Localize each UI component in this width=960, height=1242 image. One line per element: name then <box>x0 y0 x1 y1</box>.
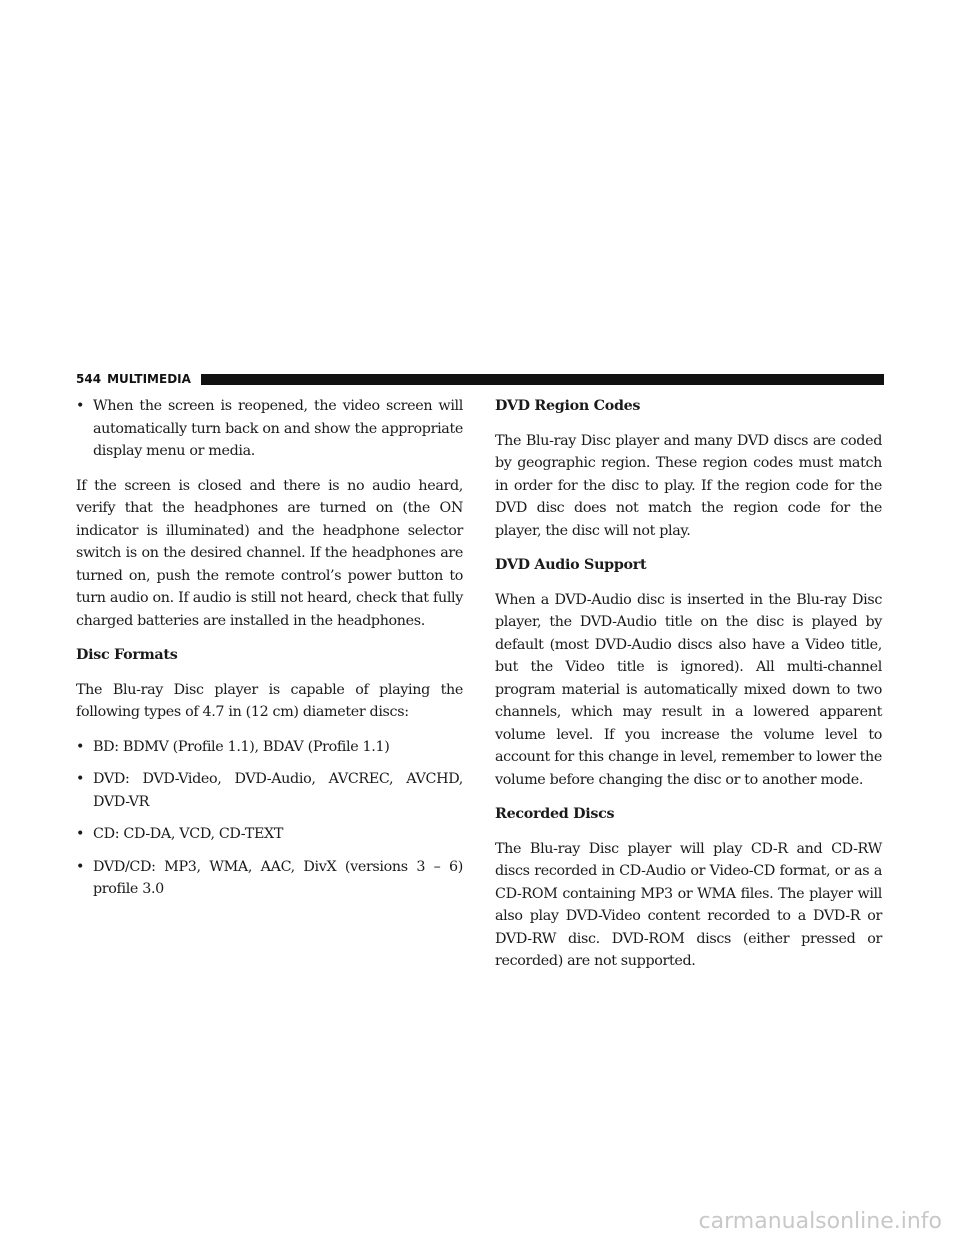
bullet-text: When the screen is reopened, the video screen will automatically turn back on and show the appropriate display menu or media. <box>93 398 463 459</box>
list-item <box>76 768 463 813</box>
list-item-text: BD: BDMV (Profile 1.1), BDAV (Profile 1.1) <box>93 738 390 755</box>
list-item <box>76 736 463 759</box>
heading-disc-formats: Disc Formats <box>76 647 178 663</box>
paragraph-no-audio: If the screen is closed and there is no audio heard, verify that the headphones are turned on (the ON indicator is illuminated) and the headphone selector switch is on the desired channel. If the headphones are turned on, push the remote control’s power button to turn audio on. If audio is still not heard, check that fully charged batteries are installed in the headphones. <box>76 477 463 629</box>
list-item-text: CD: CD-DA, VCD, CD-TEXT <box>93 826 284 842</box>
list-item <box>76 856 463 901</box>
paragraph-region-codes: The Blu-ray Disc player and many DVD discs are coded by geographic region. These region codes must match in order for the disc to play. If the region code for the DVD disc does not match the region code for the player, the disc will not play. <box>495 432 882 539</box>
paragraph-audio-support: When a DVD-Audio disc is inserted in the Blu-ray Disc player, the DVD-Audio title on the disc is played by default (most DVD-Audio discs also have a Video title, but the Video title is ignored). All multi-channel program material is automatically mixed down to two channels, which may result in a lowered apparent volume level. If you increase the volume level to account for this change in level, remember to lower the volume before changing the disc or to another mode. <box>495 591 882 788</box>
section-title: MULTIMEDIA <box>107 372 191 386</box>
page-number: 544 <box>76 372 102 386</box>
header-rule <box>201 374 884 385</box>
bullet-reopen <box>76 395 463 463</box>
heading-audio-support: DVD Audio Support <box>495 557 647 573</box>
right-column <box>495 395 882 985</box>
list-item-text: DVD: DVD-Video, DVD-Audio, AVCREC, AVCHD, DVD-VR <box>93 771 463 810</box>
heading-recorded-discs: Recorded Discs <box>495 806 615 822</box>
bullet-marker: • <box>76 771 85 787</box>
bullet-marker: • <box>76 738 85 755</box>
left-column <box>76 395 463 911</box>
list-item-text: DVD/CD: MP3, WMA, AAC, DivX (versions 3 – 6) profile 3.0 <box>93 858 463 897</box>
list-item <box>76 823 463 846</box>
watermark: carmanualsonline.info <box>698 1209 942 1234</box>
page-header <box>76 370 884 388</box>
bullet-marker: • <box>76 398 85 414</box>
bullet-marker: • <box>76 826 85 842</box>
bullet-marker: • <box>76 858 85 875</box>
heading-region-codes: DVD Region Codes <box>495 398 641 414</box>
paragraph-recorded-discs: The Blu-ray Disc player will play CD-R and CD-RW discs recorded in CD-Audio or Video-CD format, or as a CD-ROM containing MP3 or WMA files. The player will also play DVD-Video content recorded to a DVD-R or DVD-RW disc. DVD-ROM discs (either pressed or recorded) are not supported. <box>495 840 882 969</box>
paragraph-disc-formats: The Blu-ray Disc player is capable of playing the following types of 4.7 in (12 cm) diameter discs: <box>76 681 463 720</box>
